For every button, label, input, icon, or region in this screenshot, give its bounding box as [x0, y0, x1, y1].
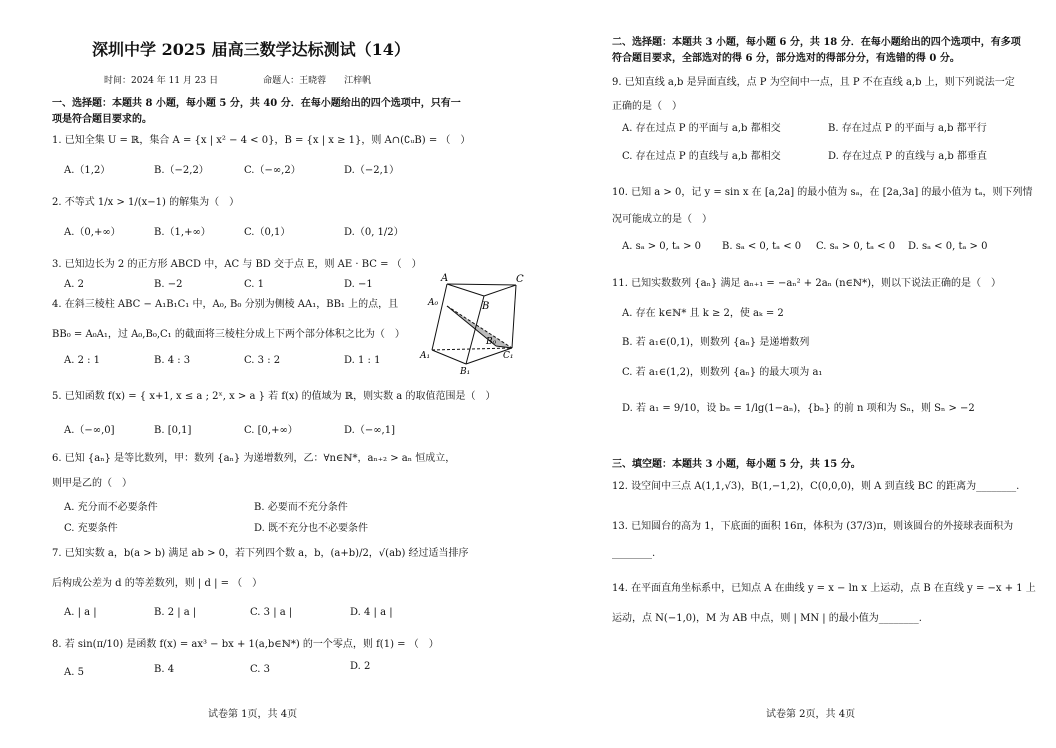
edge-a1c1-hidden [432, 348, 512, 350]
q11-option-c: C. 若 a₁∈(1,2)，则数列 {aₙ} 的最大项为 a₁ [622, 367, 823, 378]
question-1: 1. 已知全集 U = ℝ，集合 A = {x | x² − 4 < 0}，B = {x | x ≥ 1}，则 A∩(∁ᵤB) = （ ） [52, 135, 471, 146]
question-12: 12. 设空间中三点 A(1,1,√3)，B(1,−1,2)，C(0,0,0)，则 A 到直线 BC 的距离为________. [612, 481, 1020, 492]
question-9: 9. 已知直线 a,b 是异面直线，点 P 为空间中一点，且 P 不在直线 a,b 上，则下列说法一定 [612, 77, 1015, 88]
q1-option-b: B.（−2,2） [154, 165, 209, 176]
label-a: A [441, 273, 449, 284]
q4-option-b: B. 4 : 3 [154, 355, 191, 366]
edge-ac [447, 284, 516, 285]
q9-option-d: D. 存在过点 P 的直线与 a,b 都垂直 [828, 151, 988, 162]
label-b: B [482, 301, 490, 312]
section-1-heading: 一、选择题：本题共 8 小题，每小题 5 分，共 40 分．在每小题给出的四个选项中，只有一 [52, 98, 461, 109]
q11-option-d: D. 若 a₁ = 9/10，设 bₙ = 1/lg(1−aₙ)，{bₙ} 的前 n 项和为 Sₙ，则 Sₙ > −2 [622, 403, 975, 414]
question-6-cont: 则甲是乙的（ ） [52, 478, 132, 489]
q9-option-c: C. 存在过点 P 的直线与 a,b 都相交 [622, 151, 781, 162]
q10-option-d: D. sₐ < 0, tₐ > 0 [908, 241, 988, 252]
question-6: 6. 已知 {aₙ} 是等比数列，甲：数列 {aₙ} 为递增数列，乙：∀n∈ℕ*，aₙ₊₂ > aₙ 恒成立， [52, 453, 456, 464]
label-a0: A₀ [428, 298, 439, 308]
q2-option-a: A.（0,+∞） [64, 227, 121, 238]
page-2 [528, 0, 1056, 748]
section-2-heading: 二、选择题：本题共 3 小题，每小题 6 分，共 18 分．在每小题给出的四个选项中，有多项 [612, 37, 1021, 48]
label-a1: A₁ [420, 351, 431, 361]
page-footer-2: 试卷第 2页，共 4页 [766, 709, 856, 720]
question-7-cont: 后构成公差为 d 的等差数列，则 | d | = （ ） [52, 578, 263, 589]
q8-option-d: D. 2 [350, 661, 371, 672]
q2-option-b: B.（1,+∞） [154, 227, 211, 238]
q10-option-a: A. sₐ > 0, tₐ > 0 [622, 241, 701, 252]
q7-option-d: D. 4 | a | [350, 607, 393, 618]
question-8: 8. 若 sin(π/10) 是函数 f(x) = ax³ − bx + 1(a,b∈ℕ*) 的一个零点，则 f(1) = （ ） [52, 639, 439, 650]
q5-option-a: A.（−∞,0] [64, 425, 115, 436]
q11-option-a: A. 存在 k∈ℕ* 且 k ≥ 2，使 aₖ = 2 [622, 308, 784, 319]
question-14-cont: 运动，点 N(−1,0)，M 为 AB 中点，则 | MN | 的最小值为________. [612, 613, 922, 624]
q5-option-d: D.（−∞,1] [344, 425, 395, 436]
q7-option-c: C. 3 | a | [250, 607, 293, 618]
q3-option-d: D. −1 [344, 279, 373, 290]
question-10: 10. 已知 a > 0，记 y = sin x 在 [a,2a] 的最小值为 sₐ，在 [2a,3a] 的最小值为 tₐ，则下列情 [612, 187, 1033, 198]
q6-option-b: B. 必要而不充分条件 [254, 502, 348, 513]
exam-title: 深圳中学 2025 届高三数学达标测试（14） [92, 40, 410, 59]
q8-option-a: A. 5 [64, 667, 84, 678]
label-b0: B₀ [486, 337, 497, 347]
section-3-heading: 三、填空题：本题共 3 小题，每小题 5 分，共 15 分。 [612, 459, 861, 470]
question-3: 3. 已知边长为 2 的正方形 ABCD 中，AC 与 BD 交于点 E，则 AE · BC = （ ） [52, 259, 422, 270]
q4-option-a: A. 2 : 1 [64, 355, 101, 366]
edge-ab [447, 284, 484, 296]
question-14: 14. 在平面直角坐标系中，已知点 A 在曲线 y = x − ln x 上运动，点 B 在直线 y = −x + 1 上 [612, 583, 1036, 594]
question-4: 4. 在斜三棱柱 ABC − A₁B₁C₁ 中，A₀, B₀ 分别为侧棱 AA₁，BB₁ 上的点，且 [52, 299, 399, 310]
q7-option-b: B. 2 | a | [154, 607, 197, 618]
question-9-cont: 正确的是（ ） [612, 101, 682, 112]
q3-option-a: A. 2 [64, 279, 84, 290]
q6-option-c: C. 充要条件 [64, 523, 118, 534]
q10-option-b: B. sₐ < 0, tₐ < 0 [722, 241, 802, 252]
q2-option-c: C.（0,1） [244, 227, 291, 238]
section-2-heading-cont: 符合题目要求，全部选对的得 6 分，部分选对的得部分分，有选错的得 0 分。 [612, 53, 960, 64]
question-7: 7. 已知实数 a，b(a > b) 满足 ab > 0，若下列四个数 a，b，(a+b)/2，√(ab) 经过适当排序 [52, 548, 469, 559]
q3-option-c: C. 1 [244, 279, 265, 290]
q9-option-b: B. 存在过点 P 的平面与 a,b 都平行 [828, 123, 987, 134]
edge-bc [484, 285, 516, 296]
q1-option-d: D.（−2,1） [344, 165, 400, 176]
edge-a1b1 [432, 350, 466, 364]
q3-option-b: B. −2 [154, 279, 183, 290]
page-footer-1: 试卷第 1页，共 4页 [208, 709, 298, 720]
q9-option-a: A. 存在过点 P 的平面与 a,b 都相交 [622, 123, 781, 134]
q11-option-b: B. 若 a₁∈(0,1)，则数列 {aₙ} 是递增数列 [622, 337, 810, 348]
edge-cc1 [512, 285, 516, 348]
prism-figure [410, 268, 526, 378]
q5-option-c: C. [0,+∞） [244, 425, 298, 436]
q1-option-c: C.（−∞,2） [244, 165, 301, 176]
q8-option-c: C. 3 [250, 664, 271, 675]
q7-option-a: A. | a | [64, 607, 97, 618]
exam-meta: 时间：2024 年 11 月 23 日 命题人：王晓蓉 江梓帆 [104, 76, 372, 86]
label-b1: B₁ [460, 367, 471, 377]
q10-option-c: C. sₐ > 0, tₐ < 0 [816, 241, 896, 252]
question-11: 11. 已知实数数列 {aₙ} 满足 aₙ₊₁ = −aₙ² + 2aₙ (n∈ℕ*)，则以下说法正确的是（ ） [612, 278, 1001, 289]
q5-option-b: B. [0,1] [154, 425, 192, 436]
question-2: 2. 不等式 1/x > 1/(x−1) 的解集为（ ） [52, 197, 240, 208]
question-13: 13. 已知圆台的高为 1，下底面的面积 16π，体积为 (37/3)π，则该圆台的外接球表面积为 [612, 521, 1014, 532]
q6-option-d: D. 既不充分也不必要条件 [254, 523, 369, 534]
q1-option-a: A.（1,2） [64, 165, 111, 176]
q8-option-b: B. 4 [154, 664, 175, 675]
question-4-cont: BB₀ = A₀A₁，过 A₀,B₀,C₁ 的截面将三棱柱分成上下两个部分体积之比为（ ） [52, 329, 405, 340]
section-1-heading-cont: 项是符合题目要求的。 [52, 114, 152, 125]
q4-option-d: D. 1 : 1 [344, 355, 381, 366]
label-c: C [516, 274, 524, 285]
question-5: 5. 已知函数 f(x) = { x+1, x ≤ a ; 2ˣ, x > a } 若 f(x) 的值域为 ℝ，则实数 a 的取值范围是（ ） [52, 391, 496, 402]
q6-option-a: A. 充分而不必要条件 [64, 502, 158, 513]
question-13-cont: ________. [612, 548, 656, 559]
q4-option-c: C. 3 : 2 [244, 355, 281, 366]
question-10-cont: 况可能成立的是（ ） [612, 214, 712, 225]
edge-aa1 [432, 284, 447, 350]
label-c1: C₁ [503, 351, 514, 361]
q2-option-d: D.（0, 1/2） [344, 227, 404, 238]
